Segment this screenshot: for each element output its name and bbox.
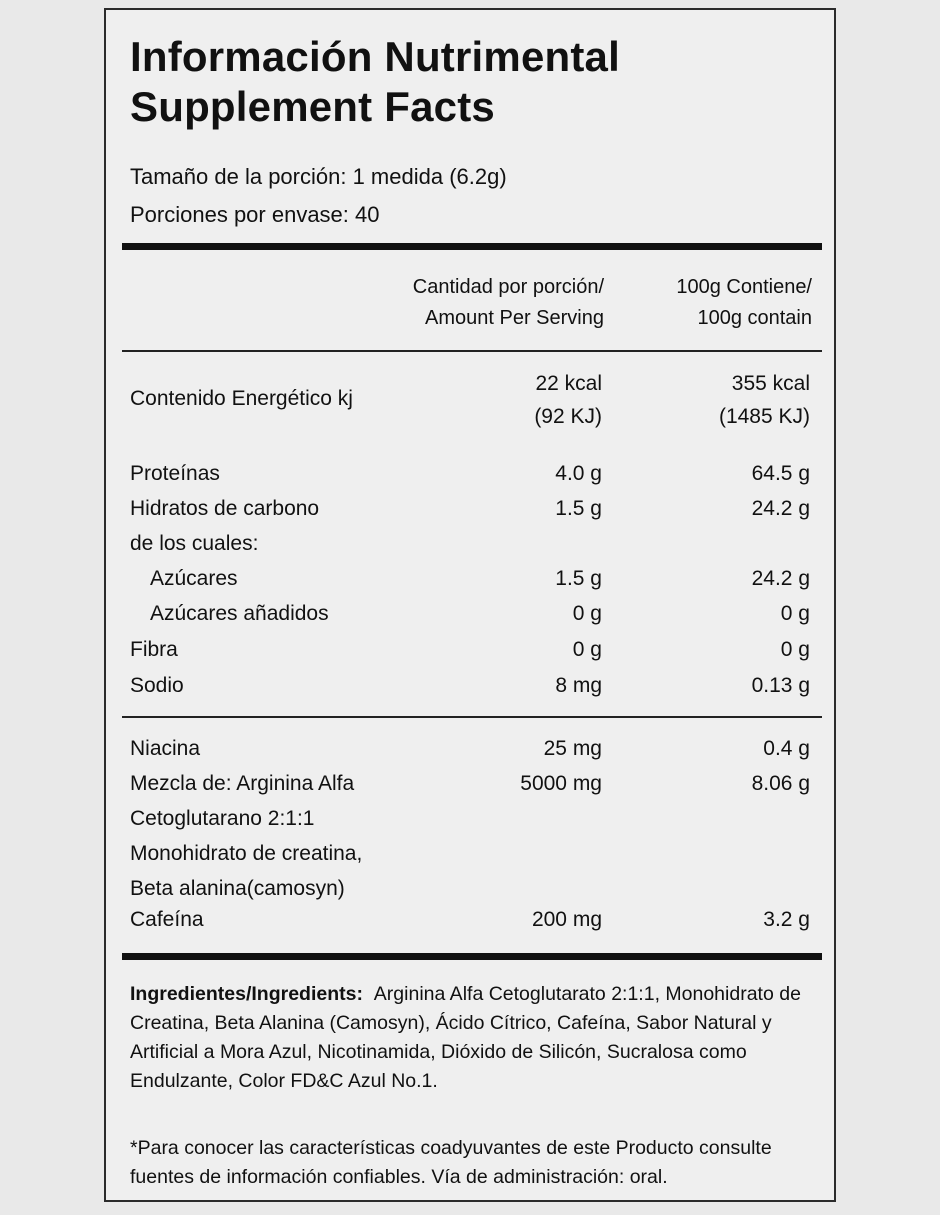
blend-label-line3: Monohidrato de creatina, [130,842,363,865]
divider-thin [122,716,822,718]
blend-label-line4: Beta alanina(camosyn) [130,877,345,900]
carbs-serving: 1.5 g [555,497,602,520]
divider-thick [122,953,822,960]
title-english: Supplement Facts [130,83,495,130]
serving-info [130,158,507,234]
blend-serving: 5000 mg [520,772,602,795]
fiber-serving: 0 g [572,638,602,661]
carbs-label: Hidratos de carbono [130,497,320,520]
niacin-per100: 0.4 g [763,737,810,760]
sodium-label: Sodio [130,674,184,697]
blend-label-line1: Mezcla de: Arginina Alfa [130,772,355,795]
servings-per-container: Porciones por envase: 40 [130,202,380,227]
ingredients-text: Arginina Alfa Cetoglutarato 2:1:1, Monohidrato de Creatina, Beta Alanina (Camosyn), Ácido Cítrico, Cafeína, Sabor Natural y Artificial a Mora Azul, Nicotinamida, Dióxido de Silicón, Sucralosa como Endulzante, Color FD&C Azul No.1. [130,983,801,1092]
blend-per100: 8.06 g [751,772,810,795]
caffeine-serving: 200 mg [531,908,602,931]
sodium-per100: 0.13 g [751,674,810,697]
title-spanish: Información Nutrimental [130,33,620,80]
energy-per100-kcal: 355 kcal [731,372,810,395]
carbs-per100: 24.2 g [751,497,810,520]
nutrition-label [104,8,836,1202]
protein-label: Proteínas [130,462,220,485]
fiber-per100: 0 g [780,638,810,661]
sodium-serving: 8 mg [555,674,602,697]
serving-size: Tamaño de la porción: 1 medida (6.2g) [130,164,507,189]
caffeine-label: Cafeína [130,908,204,931]
added-sugars-label: Azúcares añadidos [150,602,329,625]
niacin-label: Niacina [130,737,201,760]
divider-thick [122,243,822,250]
niacin-serving: 25 mg [543,737,602,760]
energy-per100-kj: (1485 KJ) [718,405,810,428]
caffeine-per100: 3.2 g [763,908,810,931]
footnote: *Para conocer las características coadyuvantes de este Producto consulte fuentes de información confiables. Vía de administración: oral. [130,1137,772,1188]
protein-serving: 4.0 g [555,462,602,485]
energy-serving-kj: (92 KJ) [534,405,602,428]
divider-thin [122,350,822,352]
column-header-per-100g: 100g Contiene/ 100g contain [676,276,812,329]
added-sugars-serving: 0 g [572,602,602,625]
sugars-label: Azúcares [150,567,238,590]
blend-label-line2: Cetoglutarano 2:1:1 [130,807,315,830]
sugars-per100: 24.2 g [751,567,810,590]
sugars-serving: 1.5 g [555,567,602,590]
carbs-of-which-label: de los cuales: [130,532,259,555]
added-sugars-per100: 0 g [780,602,810,625]
energy-label: Contenido Energético kj [130,387,353,410]
ingredients-paragraph [130,980,830,1096]
column-header-per-serving: Cantidad por porción/ Amount Per Serving [412,276,604,329]
fiber-label: Fibra [130,638,178,661]
protein-per100: 64.5 g [751,462,810,485]
energy-serving-kcal: 22 kcal [535,372,602,395]
label-title [130,32,620,132]
ingredients-heading: Ingredientes/Ingredients: [130,983,363,1005]
